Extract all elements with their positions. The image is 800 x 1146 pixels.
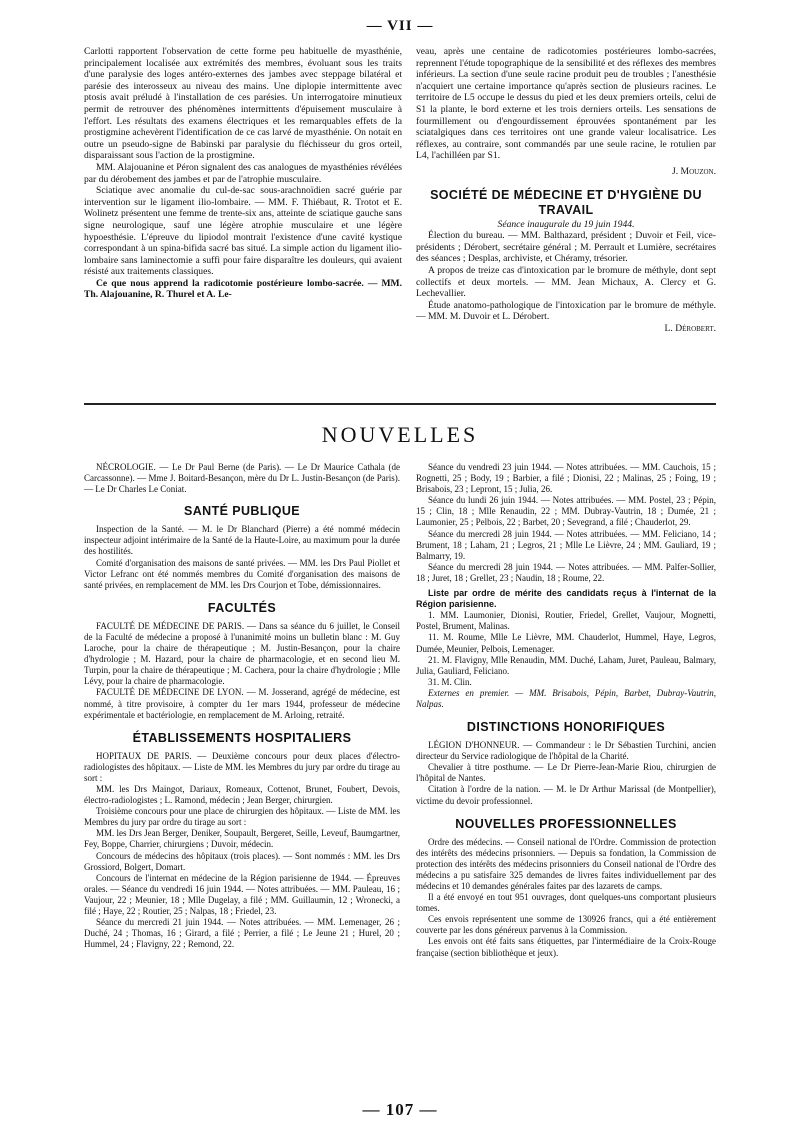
horizontal-rule: [84, 403, 716, 405]
paragraph: Citation à l'ordre de la nation. — M. le Dr Arthur Marissal (de Montpellier), victime du devoir professionnel.: [416, 784, 716, 806]
paragraph: A propos de treize cas d'intoxication par le bromure de méthyle, dont sept collectifs et deux mortels. — MM. Jean Michaux, A. Clercy et G. Lechevallier.: [416, 264, 716, 300]
section-heading-sante: SANTÉ PUBLIQUE: [183, 504, 301, 519]
paragraph: Ces envois représentent une somme de 130926 francs, qui a été entièrement couverte par les dons généreux parvenus à la Commission.: [416, 914, 716, 936]
liste-heading: Liste par ordre de mérite des candidats reçus à l'internat de la Région parisienne.: [416, 588, 716, 610]
paragraph: MM. Alajouanine et Péron signalent des cas analogues de myasthénies révélées par du dérobement des jambes et par de l'atrophie musculaire.: [84, 161, 402, 185]
paragraph: Chevalier à titre posthume. — Le Dr Pierre-Jean-Marie Riou, chirurgien de l'hôpital de Nantes.: [416, 762, 716, 784]
paragraph: Séance du vendredi 23 juin 1944. — Notes attribuées. — MM. Cauchois, 15 ; Rognetti, 25 ; Body, 19 ; Barbier, a filé ; Dionisi, 22 ; Malinas, 25 ; Foing, 19 ; Brisabois, 23 ; Lepront, 15 ; Julia, 26.: [416, 462, 716, 495]
paragraph: 31. M. Clin.: [428, 676, 472, 687]
paragraph: 21. M. Flavigny, Mlle Renaudin, MM. Duché, Laham, Juret, Pauleau, Balmary, Julia, Gauliard, Feliciano.: [416, 654, 716, 676]
paragraph: Séance du mercredi 28 juin 1944. — Notes attribuées. — MM. Palfer-Sollier, 18 ; Juret, 18 ; Grellet, 23 ; Naudin, 18 ; Roume, 22.: [416, 561, 716, 583]
paragraph: Externes en premier. — MM. Brisabois, Pépin, Barbet, Dubray-Vautrin, Nalpas.: [416, 687, 716, 709]
paragraph: Séance du mercredi 21 juin 1944. — Notes attribuées. — MM. Lemenager, 26 ; Duché, 24 ; Thomas, 16 ; Girard, a filé ; Perrier, a filé ; Le Jeune 21 ; Hurel, 20 ; Hummel, 24 ; Flavigny, 22 ; Remond, 22.: [84, 917, 400, 950]
section-heading-nouvelles-pro: NOUVELLES PROFESSIONNELLES: [455, 816, 677, 831]
seance-line: Séance inaugurale du 19 juin 1944.: [497, 218, 635, 230]
paragraph: Concours de médecins des hôpitaux (trois places). — Sont nommés : MM. les Drs Grossiord, Bolgert, Domart.: [84, 850, 400, 872]
paragraph: Inspection de la Santé. — M. le Dr Blanchard (Pierre) a été nommé médecin inspecteur adjoint intérimaire de la Santé de la Haute-Loire, au maximum pour la durée des hostilités.: [84, 524, 400, 557]
section-heading-distinctions: DISTINCTIONS HONORIFIQUES: [466, 720, 666, 735]
paragraph: HOPITAUX DE PARIS. — Deuxième concours pour deux places d'électro-radiologistes des hôpitaux. — Liste de MM. les Membres du jury par ordre du tirage au sort :: [84, 750, 400, 783]
paragraph: Élection du bureau. — MM. Balthazard, président ; Duvoir et Feil, vice-présidents ; Dérobert, secrétaire général ; M. Perrault et Lumière, secrétaires des séances ; Desplas, archiviste, et Chéramy, trésorier.: [416, 230, 716, 265]
paragraph: Les envois ont été faits sans étiquettes, par l'intermédiaire de la Croix-Rouge française (section bibliothèque et jeux).: [416, 936, 716, 958]
top-right-column: [416, 46, 716, 334]
paragraph: MM. les Drs Jean Berger, Deniker, Soupault, Bergeret, Seille, Leveuf, Baumgartner, Fey, Boppe, Charrier, chirurgiens ; Duvoir, médecin.: [84, 828, 400, 850]
paragraph: FACULTÉ DE MÉDECINE DE PARIS. — Dans sa séance du 6 juillet, le Conseil de la Faculté de médecine a proposé à l'unanimité moins un bulletin blanc : M. Guy Laroche, pour la chaire de thérapeutique ; M. Justin-Besançon, pour la chaire d'hydrologie ; M. Hazard, pour la chaire de pharmacologie, et en second lieu M. Turpin, pour la chaire de thérapeutique ; M. Cachera, pour la chaire d'hydrologie ; Mlle Lévy, pour la chaire de pharmacologie.: [84, 620, 400, 687]
signature: J. Mouzon.: [672, 165, 716, 177]
top-left-column: [84, 46, 402, 301]
section-heading-societe: SOCIÉTÉ DE MÉDECINE ET D'HYGIÈNE DU TRAVAIL: [430, 187, 702, 217]
necrologie: NÉCROLOGIE. — Le Dr Paul Berne (de Paris). — Le Dr Maurice Cathala (de Carcassonne). — Mme J. Boitard-Besançon, mère du Dr L. Justin-Besançon (de Paris). — Le Dr Charles Le Coniat.: [84, 462, 400, 495]
paragraph: Sciatique avec anomalie du cul-de-sac sous-arachnoïdien sacré guérie par intervention sur le ligament ilio-lombaire. — MM. F. Thiébaut, R. Trotot et E. Wolinetz présentent une femme de trente-six ans, atteinte de sciatique gauche sans signe neurologique, sauf une légère atrophie musculaire et une légère hypoesthésie. L'épreuve du lipiodol montrait l'existence d'une cavité kystique correspondant à un spina-bifida sacré bas situé. La simple action du ligament ilio-lombaire sans laminectomie a suffi pour faire disparaître les douleurs, qui avaient résisté aux traitements classiques.: [84, 185, 402, 278]
paragraph: Étude anatomo-pathologique de l'intoxication par le bromure de méthyle. — MM. M. Duvoir et L. Dérobert.: [416, 299, 716, 323]
bottom-right-column: [416, 462, 716, 959]
paragraph: 1. MM. Laumonier, Dionisi, Routier, Friedel, Grellet, Vaujour, Mognetti, Postel, Brument, Malinas.: [416, 610, 716, 632]
paragraph: LÉGION D'HONNEUR. — Commandeur : le Dr Sébastien Turchini, ancien directeur du Service radiologique de l'hôpital de la Charité.: [416, 740, 716, 762]
paragraph: Ce que nous apprend la radicotomie postérieure lombo-sacrée. — MM. Th. Alajouanine, R. Thurel et A. Le-: [84, 277, 402, 301]
paragraph: Carlotti rapportent l'observation de cette forme peu habituelle de myasthénie, principalement localisée aux extrémités des membres, évoluant sous les traits d'une paralysie des loges antéro-externes des jambes avec steppage bilatéral et parésie des interosseux au niveau des mains. Une diplopie intermittente avec ptosis avait préludé à l'installation de ces parésies. Un interrogatoire minutieux permit de retrouver des phénomènes intermittents d'épuisement musculaire à l'effort. Les résultats des examens électriques et les remarquables effets de la prostigmine achevèrent l'identification de ce cas larvé de myasthénie. On notait en outre un pseudo-signe de Babinski par paralysie du fléchisseur du gros orteil, disparaissant sous l'action de la prostigmine.: [84, 46, 402, 162]
paragraph: FACULTÉ DE MÉDECINE DE LYON. — M. Josserand, agrégé de médecine, est nommé, à titre provisoire, à compter du 1er mars 1944, professeur de médecine expérimentale et bactériologie, en remplacement de M. Arloing, retraité.: [84, 687, 400, 720]
paragraph: Séance du lundi 26 juin 1944. — Notes attribuées. — MM. Postel, 23 ; Pépin, 15 ; Clin, 18 ; Mlle Renaudin, 22 ; MM. Dubray-Vautrin, 18 ; Dumée, 21 ; Laumonier, 25 ; Pelbois, 22 ; Barbet, 20 ; Sevegrand, a filé ; Chauderlot, 29.: [416, 495, 716, 528]
section-heading-facultes: FACULTÉS: [207, 600, 277, 615]
page-header: — VII —: [366, 18, 434, 34]
paragraph: Il a été envoyé en tout 951 ouvrages, dont quelques-uns comportant plusieurs tomes.: [416, 892, 716, 914]
paragraph: Troisième concours pour une place de chirurgien des hôpitaux. — Liste de MM. les Membres du jury par ordre du tirage au sort :: [84, 806, 400, 828]
paragraph: Ordre des médecins. — Conseil national de l'Ordre. Commission de protection des intérêts des médecins prisonniers. — Depuis sa fondation, la Commission de protection des intérêts des médecins prisonniers du Conseil national de l'Ordre des médecins a pu satisfaire 325 demandes de livres faites individuellement par des médecins et 10 demandes générales faites par des lazarets de camps.: [416, 836, 716, 891]
signature: L. Dérobert.: [664, 322, 716, 334]
paragraph: Comité d'organisation des maisons de santé privées. — MM. les Drs Paul Piollet et Victor Lefranc ont été nommés membres du Comité d'organisation des maisons de santé privées, en remplacement de MM. les Drs Courjon et Tobe, démissionnaires.: [84, 557, 400, 590]
bottom-left-column: [84, 462, 400, 950]
page-number: — 107 —: [362, 1100, 438, 1119]
paragraph: MM. les Drs Maingot, Dariaux, Romeaux, Cottenot, Brunet, Foubert, Devois, électro-radiologistes ; L. Ramond, médecin ; Jean Berger, chirurgien.: [84, 783, 400, 806]
paragraph: veau, après une centaine de radicotomies postérieures lombo-sacrées, reprennent l'étude topographique de la sensibilité et des réflexes des membres inférieurs. La section d'une seule racine produit peu de troubles ; l'anesthésie n'acquiert une certaine importance qu'après section de plusieurs racines. Le territoire de L5 occupe le dessus du pied et les deux premiers orteils, celui de S1 la plante, le bord externe et les trois derniers orteils. Les sensations de fourmillement ou d'engourdissement éprouvées spontanément par les sciatalgiques dans ces territoires ont une grande valeur localisatrice. Les réflexes, au contraire, sont commandés par une seule racine, le rotulien par L4, l'achilléen par S1.: [416, 46, 716, 162]
paragraph: Séance du mercredi 28 juin 1944. — Notes attribuées. — MM. Feliciano, 14 ; Brument, 18 ; Laham, 21 ; Legros, 21 ; Mlle Le Lièvre, 24 ; MM. Gauliard, 19 ; Balmarry, 19.: [416, 528, 716, 561]
paragraph: 11. M. Roume, Mlle Le Lièvre, MM. Chauderlot, Hummel, Haye, Legros, Dumée, Meunier, Pelbois, Lemenager.: [416, 632, 716, 654]
section-heading-etablissements: ÉTABLISSEMENTS HOSPITALIERS: [132, 730, 352, 745]
nouvelles-title: NOUVELLES: [321, 422, 479, 447]
paragraph: Concours de l'internat en médecine de la Région parisienne de 1944. — Épreuves orales. — Séance du vendredi 16 juin 1944. — Notes attribuées. — MM. Pauleau, 16 ; Vaujour, 22 ; Meunier, 18 ; Mlle Dugelay, a filé ; MM. Guillaumin, 12 ; Wronecki, a filé ; Haye, 22 ; Routier, 25 ; Nalpas, 18 ; Friedel, 23.: [84, 872, 400, 916]
